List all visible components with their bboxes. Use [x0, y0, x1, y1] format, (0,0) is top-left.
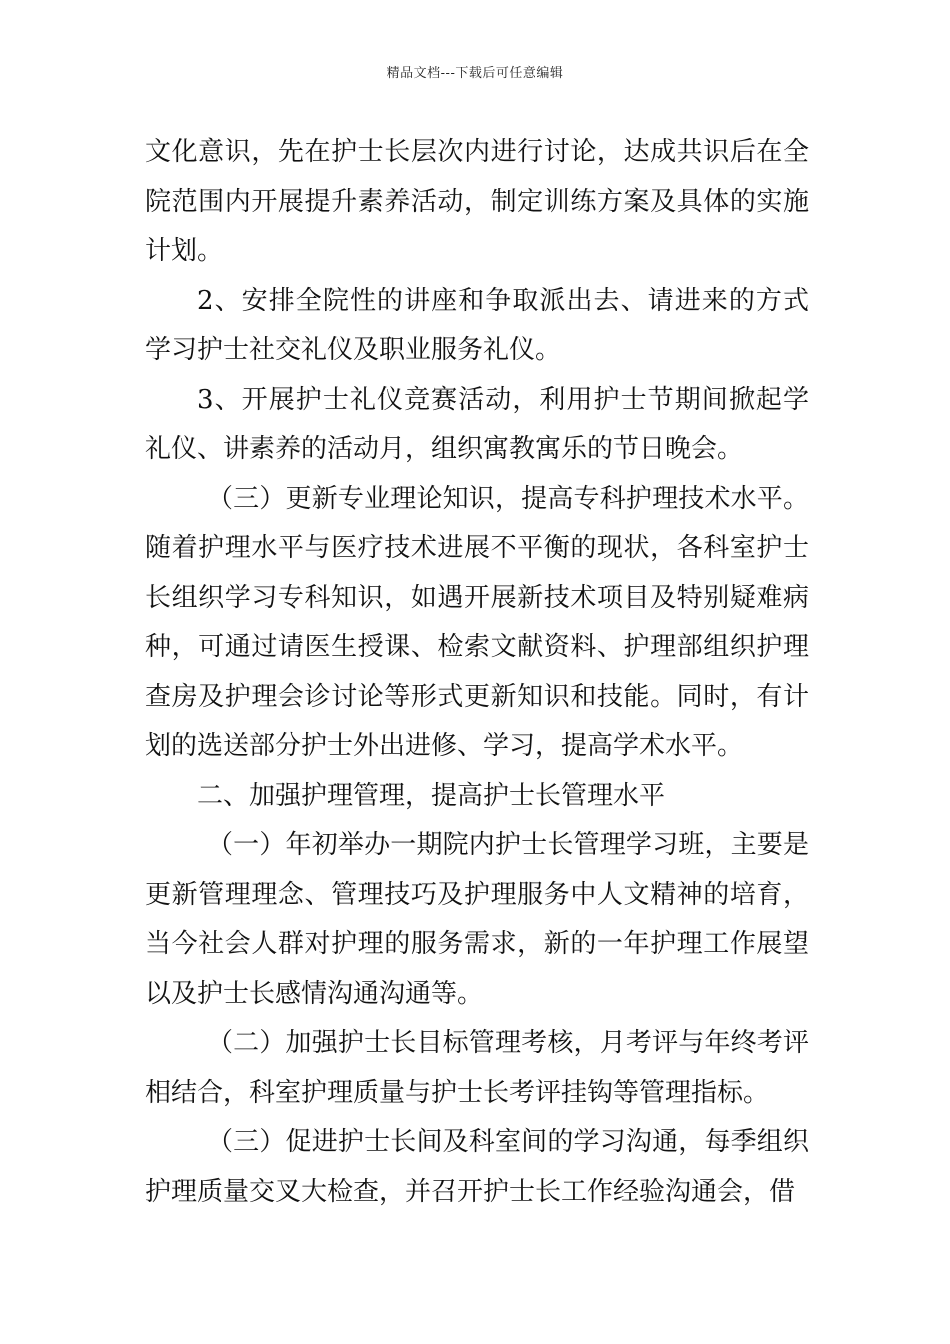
page-header: 精品文档---下载后可任意编辑: [386, 66, 564, 81]
paragraph-subsection-3: （三）促进护士长间及科室间的学习沟通，每季组织护理质量交叉大检查，并召开护士长工作经验沟通会，借: [145, 1127, 809, 1207]
paragraph-section-3: （三）更新专业理论知识，提高专科护理技术水平。随着护理水平与医疗技术进展不平衡的现状，各科室护士长组织学习专科知识，如遇开展新技术项目及特别疑难病种，可通过请医生授课、检索文献资料、护理部组织护理查房及护理会诊讨论等形式更新知识和技能。同时，有计划的选送部分护士外出进修、学习，提高学术水平。: [145, 483, 809, 761]
section-heading-2: 二、加强护理管理，提高护士长管理水平: [197, 780, 666, 811]
document-body: [145, 128, 809, 1217]
paragraph-continued: 文化意识，先在护士长层次内进行讨论，达成共识后在全院范围内开展提升素养活动，制定训练方案及具体的实施计划。: [145, 137, 809, 266]
paragraph-item-3: 3、开展护士礼仪竞赛活动，利用护士节期间掀起学礼仪、讲素养的活动月，组织寓教寓乐的节日晚会。: [145, 384, 809, 464]
paragraph-subsection-2: （二）加强护士长目标管理考核，月考评与年终考评相结合，科室护理质量与护士长考评挂钩等管理指标。: [145, 1028, 809, 1108]
paragraph-item-2: 2、安排全院性的讲座和争取派出去、请进来的方式学习护士社交礼仪及职业服务礼仪。: [145, 285, 809, 365]
paragraph-subsection-1: （一）年初举办一期院内护士长管理学习班，主要是更新管理理念、管理技巧及护理服务中人文精神的培育，当今社会人群对护理的服务需求，新的一年护理工作展望以及护士长感情沟通沟通等。: [145, 830, 809, 1009]
